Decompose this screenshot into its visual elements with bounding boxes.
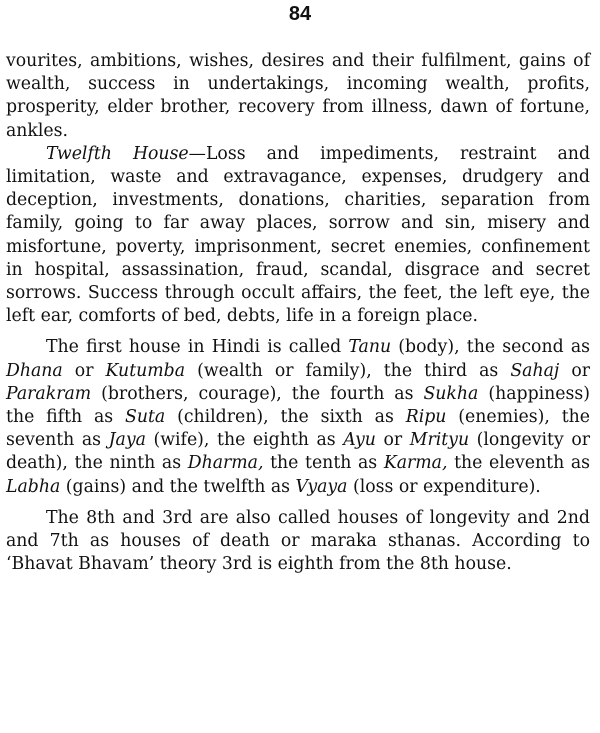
paragraph-twelfth-house xyxy=(6,143,590,329)
text-run: (wife), the eighth as xyxy=(145,430,344,451)
text-run: (enemies), the seventh as xyxy=(6,407,590,451)
house-name-term: Mrityu xyxy=(409,430,470,451)
house-name-term: Suta xyxy=(125,407,166,428)
house-name-term: Sukha xyxy=(423,383,479,404)
text-run: or xyxy=(375,430,410,451)
text-run: the eleventh as xyxy=(447,453,590,474)
text-run: or xyxy=(559,360,590,381)
house-name-term: Vyaya xyxy=(295,476,348,497)
text-run: The first house in Hindi is called xyxy=(46,337,349,358)
text-run: (brothers, courage), the fourth as xyxy=(91,383,424,404)
house-name-term: Parakram xyxy=(6,383,92,404)
house-name-term: Kutumba xyxy=(105,360,186,381)
house-name-term: Jaya xyxy=(108,430,146,451)
text-run: (gains) and the twelfth as xyxy=(60,476,296,497)
text-run: (longevity or death), the ninth as xyxy=(6,430,590,474)
house-name-term: Dhana xyxy=(6,360,63,381)
text-run: (children), the sixth as xyxy=(165,407,406,428)
page-number: 84 xyxy=(288,3,312,25)
house-name-term: Dharma, xyxy=(187,453,264,474)
paragraph-house-names xyxy=(6,336,590,498)
house-name-term: Labha xyxy=(6,476,61,497)
text-run: or xyxy=(62,360,106,381)
house-name-term: Ayu xyxy=(343,430,376,451)
house-name-term: Karma, xyxy=(383,453,448,474)
twelfth-house-text: —Loss and impediments, restraint and limitation, waste and extravagance, expenses, drudgery and deception, investments, donations, charities, separation from family, going to far away places, sorrow and sin, misery and misfortune, poverty, imprisonment, secret enemies, confinement in hospital, assassination, fraud, scandal, disgrace and secret sorrows. Success through occult affairs, the feet, the left eye, the left ear, comforts of bed, debts, life in a foreign place. xyxy=(6,143,591,327)
text-run: (body), the second as xyxy=(391,337,591,358)
text-run: the tenth as xyxy=(263,453,384,474)
house-name-term: Tanu xyxy=(348,337,392,358)
text-run: (wealth or family), the third as xyxy=(185,360,511,381)
text-run: (happiness) the fifth as xyxy=(6,383,590,428)
section-heading-twelfth-house: Twelfth House xyxy=(46,143,189,164)
house-name-term: Sahaj xyxy=(510,360,560,381)
house-name-term: Ripu xyxy=(405,407,447,428)
page-body xyxy=(6,50,590,576)
text-run: (loss or expenditure). xyxy=(347,476,541,497)
paragraph-longevity: The 8th and 3rd are also called houses of longevity and 2nd and 7th as houses of death or maraka sthanas. According to ‘Bhavat Bhavam’ theory 3rd is eighth from the 8th house. xyxy=(6,507,590,575)
paragraph-continuation: vourites, ambitions, wishes, desires and their fulfilment, gains of wealth, success in undertakings, incoming wealth, profits, prosperity, elder brother, recovery from illness, dawn of fortune, ankles. xyxy=(6,51,590,141)
